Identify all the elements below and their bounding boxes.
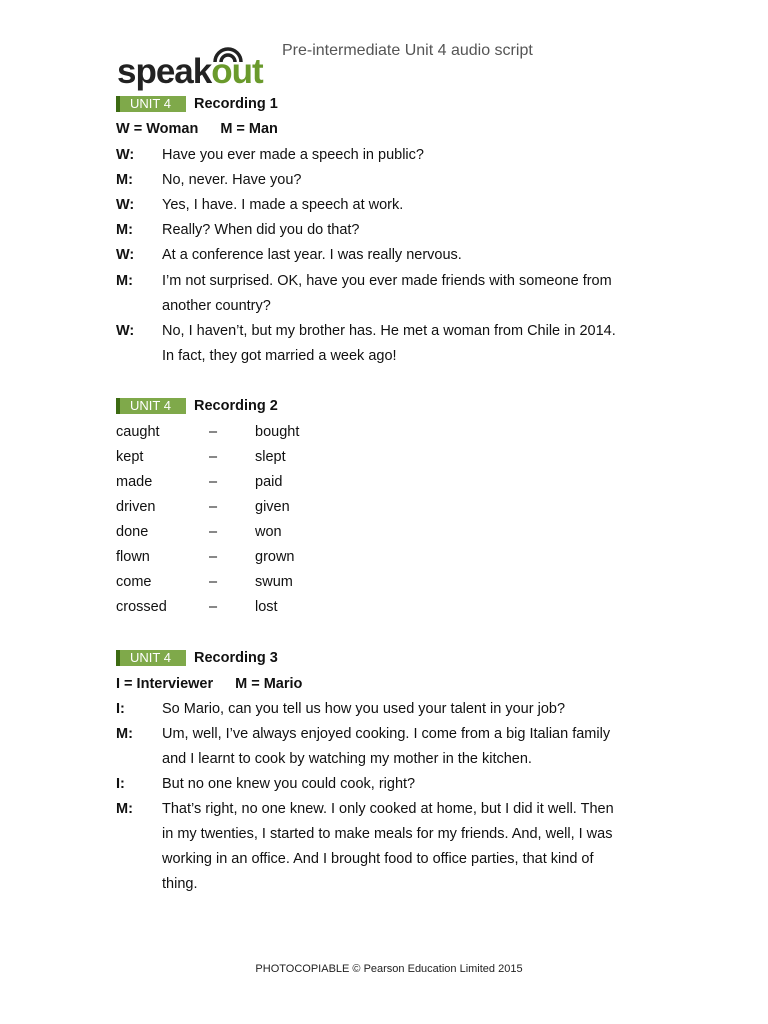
- word-right: swum: [255, 574, 293, 590]
- speaker-label: W:: [116, 247, 135, 263]
- line-text: Yes, I have. I made a speech at work.: [162, 197, 404, 213]
- line-text: That’s right, no one knew. I only cooked at home, but I did it well. Then: [162, 801, 614, 817]
- word-right: given: [255, 499, 290, 515]
- line-text: At a conference last year. I was really nervous.: [162, 247, 462, 263]
- unit-badge: UNIT 4: [116, 650, 186, 666]
- speaker-label: M:: [116, 726, 133, 742]
- word-right: slept: [255, 449, 286, 465]
- word-left: kept: [116, 449, 144, 465]
- recording-title: Recording 1: [194, 96, 278, 112]
- line-text: Um, well, I’ve always enjoyed cooking. I come from a big Italian family: [162, 726, 611, 742]
- dash: –: [209, 524, 218, 540]
- line-text-continued: thing.: [162, 876, 198, 892]
- recording-3-heading: [116, 649, 278, 667]
- line-text-continued: another country?: [162, 298, 271, 314]
- line-text: So Mario, can you tell us how you used your talent in your job?: [162, 701, 566, 717]
- legend-man: M = Man: [220, 121, 278, 137]
- page-title: Pre-intermediate Unit 4 audio script: [282, 42, 533, 59]
- speaker-legend: [116, 121, 278, 137]
- dash: –: [209, 499, 218, 515]
- line-text: Have you ever made a speech in public?: [162, 147, 424, 163]
- dash: –: [209, 574, 218, 590]
- word-left: caught: [116, 424, 160, 440]
- speaker-label: W:: [116, 323, 135, 339]
- dash: –: [209, 424, 218, 440]
- legend-woman: W = Woman: [116, 121, 199, 137]
- line-text: No, never. Have you?: [162, 172, 302, 188]
- line-text: But no one knew you could cook, right?: [162, 776, 416, 792]
- speaker-label: M:: [116, 172, 133, 188]
- word-right: bought: [255, 424, 300, 440]
- speaker-label: M:: [116, 273, 133, 289]
- copyright-footer: PHOTOCOPIABLE © Pearson Education Limited 2015: [255, 963, 523, 975]
- legend-interviewer: I = Interviewer: [116, 676, 214, 692]
- recording-1-heading: [116, 95, 278, 113]
- word-left: come: [116, 574, 152, 590]
- legend-mario: M = Mario: [235, 676, 303, 692]
- line-text-continued: in my twenties, I started to make meals for my friends. And, well, I was: [162, 826, 613, 842]
- word-right: paid: [255, 474, 283, 490]
- logo-text-out: out: [211, 52, 263, 91]
- speaker-label: M:: [116, 222, 133, 238]
- line-text: Really? When did you do that?: [162, 222, 360, 238]
- word-right: won: [255, 524, 282, 540]
- dash: –: [209, 474, 218, 490]
- speaker-label: M:: [116, 801, 133, 817]
- recording-title: Recording 3: [194, 650, 278, 666]
- line-text-continued: and I learnt to cook by watching my mother in the kitchen.: [162, 751, 532, 767]
- word-left: flown: [116, 549, 150, 565]
- speakout-logo: [117, 44, 273, 92]
- line-text-continued: In fact, they got married a week ago!: [162, 348, 397, 364]
- line-text-continued: working in an office. And I brought food to office parties, that kind of: [162, 851, 594, 867]
- speaker-legend: [116, 676, 302, 692]
- speaker-label: W:: [116, 197, 135, 213]
- word-right: lost: [255, 599, 278, 615]
- dash: –: [209, 599, 218, 615]
- recording-title: Recording 2: [194, 398, 278, 414]
- speaker-label: W:: [116, 147, 135, 163]
- recording-2-heading: [116, 397, 278, 415]
- dash: –: [209, 549, 218, 565]
- unit-badge: UNIT 4: [116, 96, 186, 112]
- word-left: done: [116, 524, 149, 540]
- dash: –: [209, 449, 218, 465]
- word-left: crossed: [116, 599, 167, 615]
- line-text: I’m not surprised. OK, have you ever made friends with someone from: [162, 273, 612, 289]
- unit-badge: UNIT 4: [116, 398, 186, 414]
- speaker-label: I:: [116, 701, 125, 717]
- word-left: driven: [116, 499, 156, 515]
- logo-text-speak: speak: [117, 52, 212, 91]
- word-left: made: [116, 474, 153, 490]
- speaker-label: I:: [116, 776, 125, 792]
- word-right: grown: [255, 549, 295, 565]
- line-text: No, I haven’t, but my brother has. He met a woman from Chile in 2014.: [162, 323, 616, 339]
